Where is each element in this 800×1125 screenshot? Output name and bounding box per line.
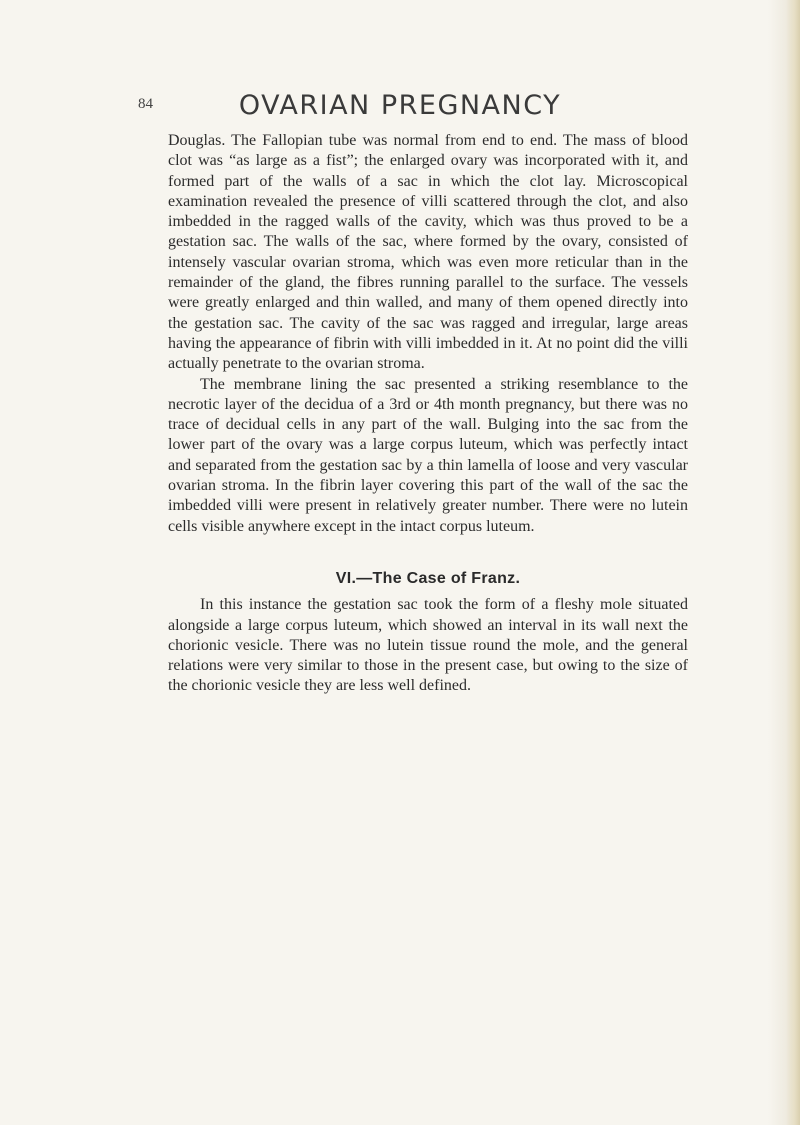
page-edge-shadow [786,0,800,1125]
paragraph-2: The membrane lining the sac presented a striking resemblance to the necrotic layer of the decidua of a 3rd or 4th month pregnancy, but there was no trace of decidual cells in any part of the wall. Bulging into the sac from the lower part of the ovary was a large corpus luteum, which was perfectly intact and separated from the gestation sac by a thin lamella of loose and very vascular ovarian stroma. In the fibrin layer covering this part of the wall of the sac the imbedded villi were present in relatively greater number. There were no lutein cells visible anywhere except in the intact corpus luteum. [168,375,688,535]
running-title: OVARIAN PREGNANCY [238,90,562,121]
body-text [168,131,688,697]
page-number: 84 [138,96,153,112]
paragraph-3: In this instance the gestation sac took the form of a fleshy mole situated alongside a large corpus luteum, which showed an interval in its wall next the chorionic vesicle. There was no lutein tissue round the mole, and the general relations were very similar to those in the present case, but owing to the size of the chorionic vesicle they are less well defined. [168,596,688,695]
paragraph-1: Douglas. The Fallopian tube was normal from end to end. The mass of blood clot was “as large as a fist”; the enlarged ovary was incorporated with it, and formed part of the walls of a sac in which the clot lay. Microscopical examination revealed the presence of villi scattered through the clot, and also imbedded in the ragged walls of the cavity, which was thus proved to be a gestation sac. The walls of the sac, where formed by the ovary, consisted of intensely vascular ovarian stroma, which was even more reticular than in the remainder of the gland, the fibres running parallel to the surface. The vessels were greatly enlarged and thin walled, and many of them opened directly into the gestation sac. The cavity of the sac was ragged and irregular, large areas having the appearance of fibrin with villi imbedded in it. At no point did the villi actually penetrate to the ovarian stroma. [168,132,688,373]
section-heading: VI.—The Case of Franz. [335,569,521,587]
